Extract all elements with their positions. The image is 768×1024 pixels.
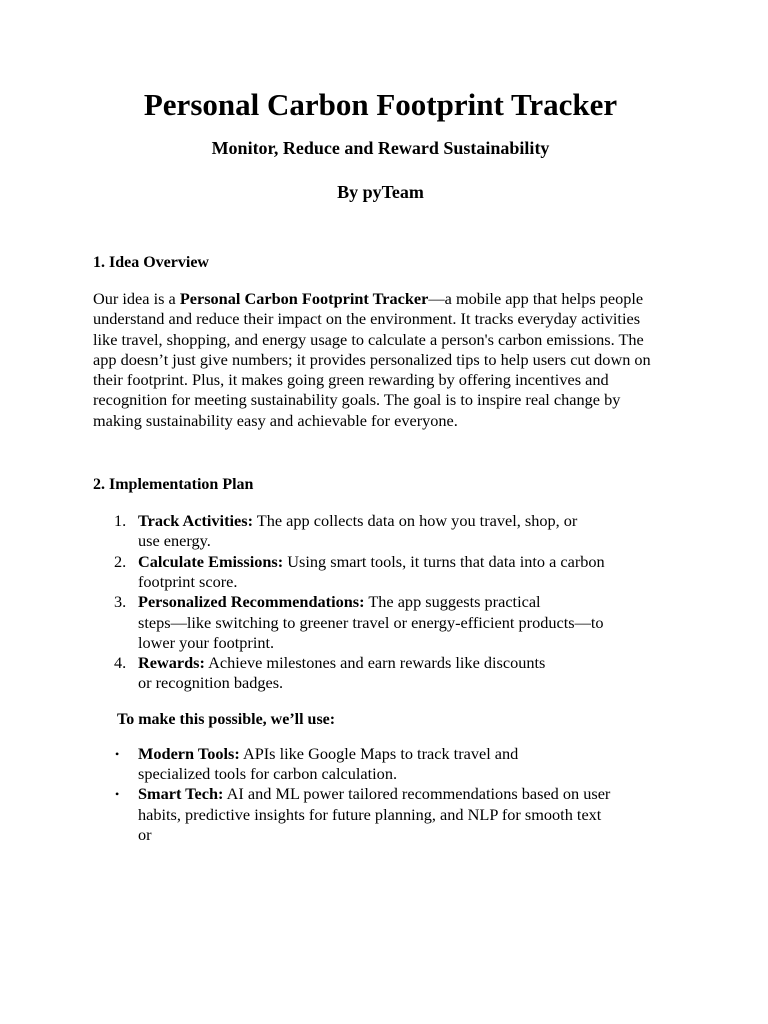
document-author: By pyTeam: [337, 182, 424, 202]
section-heading-idea-overview: 1. Idea Overview: [93, 254, 209, 271]
list-item: [93, 552, 668, 593]
step-text-line: footprint score.: [138, 571, 238, 591]
document-title: Personal Carbon Footprint Tracker: [143, 87, 618, 122]
overview-intro-prefix: Our idea is a: [93, 289, 180, 308]
bullet-icon: •: [115, 787, 120, 802]
step-label: Personalized Recommendations:: [138, 592, 365, 612]
list-item: [93, 653, 668, 694]
step-text-line: steps—like switching to greener travel or energy-efficient products—to: [138, 612, 604, 632]
tool-text-line: APIs like Google Maps to track travel and: [239, 743, 519, 763]
list-item: [93, 592, 668, 653]
means-heading: To make this possible, we’ll use:: [117, 710, 336, 728]
step-text-line: The app collects data on how you travel, shop, or: [253, 511, 578, 531]
tool-text-line: or: [138, 824, 152, 844]
overview-body: —a mobile app that helps people understand and reduce their impact on the environment. It tracks everyday activities like travel, shopping, and energy usage to calculate a person's carbon emissions. The app doesn’t just give numbers; it provides personalized tips to help users cut down on their footprint. Plus, it makes going green rewarding by offering incentives and recognition for meeting sustainability goals. The goal is to inspire real change by making sustainability easy and achievable for everyone.: [93, 289, 651, 430]
list-number: 3.: [114, 592, 127, 612]
list-number: 4.: [114, 653, 127, 673]
tool-label: Modern Tools:: [138, 743, 240, 763]
step-label: Track Activities:: [138, 511, 253, 531]
step-label: Rewards:: [138, 653, 205, 673]
step-text-line: use energy.: [138, 531, 211, 551]
step-text-line: Using smart tools, it turns that data into a carbon: [283, 551, 605, 571]
list-item: [93, 784, 668, 845]
idea-overview-paragraph: [93, 289, 668, 431]
tool-text-line: specialized tools for carbon calculation.: [138, 764, 398, 784]
list-item: [93, 744, 668, 785]
step-text-line: lower your footprint.: [138, 632, 275, 652]
list-number: 2.: [114, 551, 127, 571]
bullet-icon: •: [115, 746, 120, 761]
tools-bullet-list: [93, 744, 668, 845]
step-text-line: Achieve milestones and earn rewards like discounts: [204, 653, 546, 673]
step-label: Calculate Emissions:: [138, 551, 284, 571]
tool-text-line: habits, predictive insights for future planning, and NLP for smooth text: [138, 804, 602, 824]
implementation-steps-list: [93, 511, 668, 694]
list-item: [93, 511, 668, 552]
section-heading-implementation-plan: 2. Implementation Plan: [93, 476, 254, 494]
step-text-line: or recognition badges.: [138, 673, 284, 693]
tool-text-line: AI and ML power tailored recommendations based on user: [223, 784, 611, 804]
step-text-line: The app suggests practical: [364, 592, 541, 612]
product-name: Personal Carbon Footprint Tracker: [179, 289, 429, 308]
tool-label: Smart Tech:: [138, 784, 224, 804]
list-number: 1.: [114, 511, 127, 531]
document-subtitle: Monitor, Reduce and Reward Sustainability: [211, 138, 550, 158]
